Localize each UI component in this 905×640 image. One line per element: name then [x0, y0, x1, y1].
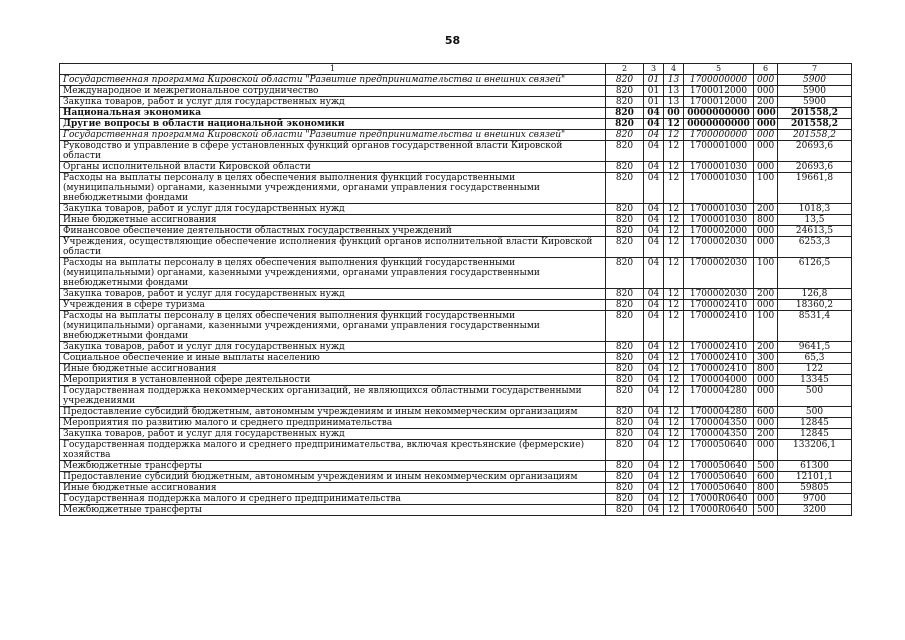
target-article-code: 1700002410 — [684, 364, 754, 375]
row-name: Закупка товаров, работ и услуг для государственных нужд — [60, 204, 606, 215]
table-row — [60, 226, 852, 237]
expense-type-code: 600 — [754, 407, 778, 418]
section-code: 04 — [644, 386, 664, 407]
amount: 9700 — [778, 494, 852, 505]
admin-code: 820 — [606, 386, 644, 407]
subsection-code: 12 — [664, 353, 684, 364]
admin-code: 820 — [606, 141, 644, 162]
admin-code: 820 — [606, 108, 644, 119]
subsection-code: 12 — [664, 141, 684, 162]
admin-code: 820 — [606, 429, 644, 440]
target-article-code: 1700004350 — [684, 429, 754, 440]
admin-code: 820 — [606, 353, 644, 364]
amount: 61300 — [778, 461, 852, 472]
subsection-code: 12 — [664, 226, 684, 237]
target-article-code: 1700001030 — [684, 204, 754, 215]
amount: 126,8 — [778, 289, 852, 300]
expense-type-code: 200 — [754, 289, 778, 300]
target-article-code: 17000R0640 — [684, 494, 754, 505]
subsection-code: 12 — [664, 461, 684, 472]
amount: 8531,4 — [778, 311, 852, 342]
table-row — [60, 494, 852, 505]
admin-code: 820 — [606, 215, 644, 226]
expense-type-code: 500 — [754, 505, 778, 516]
table-row — [60, 353, 852, 364]
amount: 500 — [778, 407, 852, 418]
subsection-code: 12 — [664, 215, 684, 226]
table-row — [60, 364, 852, 375]
target-article-code: 1700002030 — [684, 258, 754, 289]
table-row — [60, 342, 852, 353]
header-cell: 7 — [778, 64, 852, 75]
target-article-code: 1700001030 — [684, 162, 754, 173]
subsection-code: 12 — [664, 386, 684, 407]
row-name: Мероприятия по развитию малого и среднего предпринимательства — [60, 418, 606, 429]
table-row — [60, 311, 852, 342]
admin-code: 820 — [606, 375, 644, 386]
table-row — [60, 300, 852, 311]
target-article-code: 1700001030 — [684, 215, 754, 226]
target-article-code: 1700012000 — [684, 97, 754, 108]
amount: 201558,2 — [778, 130, 852, 141]
target-article-code: 1700004280 — [684, 386, 754, 407]
subsection-code: 12 — [664, 311, 684, 342]
amount: 1018,3 — [778, 204, 852, 215]
amount: 6126,5 — [778, 258, 852, 289]
amount: 3200 — [778, 505, 852, 516]
header-cell: 3 — [644, 64, 664, 75]
expense-type-code: 600 — [754, 472, 778, 483]
expense-type-code: 300 — [754, 353, 778, 364]
expense-type-code: 000 — [754, 226, 778, 237]
row-name: Иные бюджетные ассигнования — [60, 364, 606, 375]
row-name: Международное и межрегиональное сотрудничество — [60, 86, 606, 97]
section-code: 04 — [644, 300, 664, 311]
expense-type-code: 000 — [754, 108, 778, 119]
subsection-code: 12 — [664, 505, 684, 516]
section-code: 04 — [644, 494, 664, 505]
row-name: Социальное обеспечение и иные выплаты населению — [60, 353, 606, 364]
expense-type-code: 000 — [754, 119, 778, 130]
row-name: Государственная программа Кировской области "Развитие предпринимательства и внешних связей" — [60, 75, 606, 86]
table-row — [60, 204, 852, 215]
header-cell: 2 — [606, 64, 644, 75]
row-name: Иные бюджетные ассигнования — [60, 483, 606, 494]
amount: 122 — [778, 364, 852, 375]
table-row — [60, 141, 852, 162]
row-name: Расходы на выплаты персоналу в целях обеспечения выполнения функций государственными (муниципальными) органами, казенными учреждениями, органами управления государственными внебюджетными фондами — [60, 173, 606, 204]
admin-code: 820 — [606, 75, 644, 86]
table-row — [60, 386, 852, 407]
subsection-code: 12 — [664, 342, 684, 353]
amount: 18360,2 — [778, 300, 852, 311]
target-article-code: 1700001030 — [684, 173, 754, 204]
row-name: Межбюджетные трансферты — [60, 505, 606, 516]
target-article-code: 1700050640 — [684, 483, 754, 494]
expense-type-code: 100 — [754, 173, 778, 204]
subsection-code: 12 — [664, 418, 684, 429]
target-article-code: 1700004350 — [684, 418, 754, 429]
table-row — [60, 505, 852, 516]
amount: 12845 — [778, 418, 852, 429]
amount: 201558,2 — [778, 108, 852, 119]
table-row — [60, 289, 852, 300]
header-row — [60, 64, 852, 75]
amount: 5900 — [778, 86, 852, 97]
table-row — [60, 130, 852, 141]
amount: 20693,6 — [778, 162, 852, 173]
expense-type-code: 000 — [754, 386, 778, 407]
subsection-code: 13 — [664, 75, 684, 86]
table-row — [60, 108, 852, 119]
admin-code: 820 — [606, 342, 644, 353]
expense-type-code: 000 — [754, 375, 778, 386]
section-code: 04 — [644, 353, 664, 364]
target-article-code: 1700012000 — [684, 86, 754, 97]
subsection-code: 13 — [664, 86, 684, 97]
table-row — [60, 173, 852, 204]
row-name: Предоставление субсидий бюджетным, автономным учреждениям и иным некоммерческим организациям — [60, 472, 606, 483]
row-name: Национальная экономика — [60, 108, 606, 119]
row-name: Предоставление субсидий бюджетным, автономным учреждениям и иным некоммерческим организациям — [60, 407, 606, 418]
expense-type-code: 000 — [754, 494, 778, 505]
expense-type-code: 800 — [754, 483, 778, 494]
subsection-code: 12 — [664, 375, 684, 386]
row-name: Государственная поддержка малого и среднего предпринимательства, включая крестьянские (фермерские) хозяйства — [60, 440, 606, 461]
subsection-code: 12 — [664, 237, 684, 258]
row-name: Руководство и управление в сфере установленных функций органов государственной власти Кировской области — [60, 141, 606, 162]
row-name: Иные бюджетные ассигнования — [60, 215, 606, 226]
row-name: Расходы на выплаты персоналу в целях обеспечения выполнения функций государственными (муниципальными) органами, казенными учреждениями, органами управления государственными внебюджетными фондами — [60, 258, 606, 289]
section-code: 04 — [644, 375, 664, 386]
amount: 5900 — [778, 97, 852, 108]
amount: 13345 — [778, 375, 852, 386]
row-name: Закупка товаров, работ и услуг для государственных нужд — [60, 289, 606, 300]
amount: 19661,8 — [778, 173, 852, 204]
header-cell: 5 — [684, 64, 754, 75]
page-number: 58 — [444, 34, 461, 47]
expense-type-code: 000 — [754, 130, 778, 141]
section-code: 04 — [644, 215, 664, 226]
budget-table — [59, 63, 852, 516]
section-code: 04 — [644, 311, 664, 342]
expense-type-code: 200 — [754, 97, 778, 108]
expense-type-code: 000 — [754, 440, 778, 461]
table-row — [60, 407, 852, 418]
expense-type-code: 200 — [754, 342, 778, 353]
subsection-code: 12 — [664, 300, 684, 311]
row-name: Государственная поддержка малого и среднего предпринимательства — [60, 494, 606, 505]
section-code: 04 — [644, 472, 664, 483]
expense-type-code: 800 — [754, 215, 778, 226]
amount: 6253,3 — [778, 237, 852, 258]
target-article-code: 1700050640 — [684, 461, 754, 472]
target-article-code: 1700050640 — [684, 440, 754, 461]
subsection-code: 13 — [664, 97, 684, 108]
subsection-code: 12 — [664, 130, 684, 141]
admin-code: 820 — [606, 407, 644, 418]
table-row — [60, 375, 852, 386]
subsection-code: 12 — [664, 429, 684, 440]
expense-type-code: 100 — [754, 311, 778, 342]
target-article-code: 1700002410 — [684, 353, 754, 364]
row-name: Другие вопросы в области национальной экономики — [60, 119, 606, 130]
table-row — [60, 461, 852, 472]
target-article-code: 1700002410 — [684, 311, 754, 342]
amount: 13,5 — [778, 215, 852, 226]
admin-code: 820 — [606, 173, 644, 204]
subsection-code: 12 — [664, 494, 684, 505]
row-name: Закупка товаров, работ и услуг для государственных нужд — [60, 429, 606, 440]
subsection-code: 12 — [664, 472, 684, 483]
amount: 20693,6 — [778, 141, 852, 162]
subsection-code: 12 — [664, 407, 684, 418]
target-article-code: 1700002410 — [684, 342, 754, 353]
section-code: 04 — [644, 162, 664, 173]
amount: 24613,5 — [778, 226, 852, 237]
admin-code: 820 — [606, 204, 644, 215]
table-row — [60, 162, 852, 173]
target-article-code: 1700050640 — [684, 472, 754, 483]
admin-code: 820 — [606, 505, 644, 516]
target-article-code: 1700000000 — [684, 75, 754, 86]
subsection-code: 00 — [664, 108, 684, 119]
row-name: Финансовое обеспечение деятельности областных государственных учреждений — [60, 226, 606, 237]
amount: 59805 — [778, 483, 852, 494]
row-name: Государственная программа Кировской области "Развитие предпринимательства и внешних связей" — [60, 130, 606, 141]
admin-code: 820 — [606, 483, 644, 494]
amount: 65,3 — [778, 353, 852, 364]
subsection-code: 12 — [664, 204, 684, 215]
admin-code: 820 — [606, 461, 644, 472]
expense-type-code: 100 — [754, 258, 778, 289]
admin-code: 820 — [606, 364, 644, 375]
admin-code: 820 — [606, 494, 644, 505]
expense-type-code: 000 — [754, 300, 778, 311]
amount: 5900 — [778, 75, 852, 86]
admin-code: 820 — [606, 258, 644, 289]
admin-code: 820 — [606, 311, 644, 342]
admin-code: 820 — [606, 226, 644, 237]
target-article-code: 1700002030 — [684, 237, 754, 258]
section-code: 04 — [644, 108, 664, 119]
admin-code: 820 — [606, 162, 644, 173]
section-code: 04 — [644, 461, 664, 472]
row-name: Закупка товаров, работ и услуг для государственных нужд — [60, 97, 606, 108]
target-article-code: 1700004280 — [684, 407, 754, 418]
section-code: 04 — [644, 429, 664, 440]
subsection-code: 12 — [664, 258, 684, 289]
section-code: 04 — [644, 173, 664, 204]
row-name: Мероприятия в установленной сфере деятельности — [60, 375, 606, 386]
table-row — [60, 418, 852, 429]
row-name: Закупка товаров, работ и услуг для государственных нужд — [60, 342, 606, 353]
header-cell: 4 — [664, 64, 684, 75]
section-code: 04 — [644, 237, 664, 258]
expense-type-code: 000 — [754, 237, 778, 258]
section-code: 04 — [644, 119, 664, 130]
table-row — [60, 429, 852, 440]
section-code: 04 — [644, 483, 664, 494]
table-row — [60, 215, 852, 226]
admin-code: 820 — [606, 289, 644, 300]
subsection-code: 12 — [664, 119, 684, 130]
amount: 12845 — [778, 429, 852, 440]
target-article-code: 0000000000 — [684, 119, 754, 130]
section-code: 04 — [644, 505, 664, 516]
admin-code: 820 — [606, 440, 644, 461]
section-code: 04 — [644, 342, 664, 353]
section-code: 04 — [644, 204, 664, 215]
expense-type-code: 200 — [754, 204, 778, 215]
section-code: 04 — [644, 141, 664, 162]
section-code: 01 — [644, 86, 664, 97]
section-code: 01 — [644, 97, 664, 108]
row-name: Межбюджетные трансферты — [60, 461, 606, 472]
row-name: Органы исполнительной власти Кировской области — [60, 162, 606, 173]
table-row — [60, 86, 852, 97]
amount: 12101,1 — [778, 472, 852, 483]
table-row — [60, 75, 852, 86]
amount: 133206,1 — [778, 440, 852, 461]
table-row — [60, 483, 852, 494]
target-article-code: 0000000000 — [684, 108, 754, 119]
header-cell: 6 — [754, 64, 778, 75]
subsection-code: 12 — [664, 364, 684, 375]
target-article-code: 1700002410 — [684, 300, 754, 311]
target-article-code: 1700002030 — [684, 289, 754, 300]
admin-code: 820 — [606, 130, 644, 141]
amount: 201558,2 — [778, 119, 852, 130]
section-code: 04 — [644, 130, 664, 141]
admin-code: 820 — [606, 418, 644, 429]
admin-code: 820 — [606, 119, 644, 130]
admin-code: 820 — [606, 97, 644, 108]
table-row — [60, 258, 852, 289]
target-article-code: 1700002000 — [684, 226, 754, 237]
expense-type-code: 800 — [754, 364, 778, 375]
admin-code: 820 — [606, 86, 644, 97]
row-name: Учреждения в сфере туризма — [60, 300, 606, 311]
admin-code: 820 — [606, 472, 644, 483]
section-code: 04 — [644, 440, 664, 461]
section-code: 04 — [644, 258, 664, 289]
target-article-code: 17000R0640 — [684, 505, 754, 516]
amount: 500 — [778, 386, 852, 407]
expense-type-code: 000 — [754, 86, 778, 97]
admin-code: 820 — [606, 237, 644, 258]
expense-type-code: 000 — [754, 418, 778, 429]
section-code: 04 — [644, 364, 664, 375]
row-name: Расходы на выплаты персоналу в целях обеспечения выполнения функций государственными (муниципальными) органами, казенными учреждениями, органами управления государственными внебюджетными фондами — [60, 311, 606, 342]
table-row — [60, 440, 852, 461]
section-code: 04 — [644, 226, 664, 237]
section-code: 01 — [644, 75, 664, 86]
expense-type-code: 000 — [754, 75, 778, 86]
subsection-code: 12 — [664, 440, 684, 461]
section-code: 04 — [644, 289, 664, 300]
subsection-code: 12 — [664, 162, 684, 173]
target-article-code: 1700001000 — [684, 141, 754, 162]
target-article-code: 1700000000 — [684, 130, 754, 141]
expense-type-code: 000 — [754, 162, 778, 173]
subsection-code: 12 — [664, 483, 684, 494]
table-row — [60, 472, 852, 483]
subsection-code: 12 — [664, 289, 684, 300]
subsection-code: 12 — [664, 173, 684, 204]
expense-type-code: 000 — [754, 141, 778, 162]
section-code: 04 — [644, 418, 664, 429]
section-code: 04 — [644, 407, 664, 418]
amount: 9641,5 — [778, 342, 852, 353]
target-article-code: 1700004000 — [684, 375, 754, 386]
table-row — [60, 119, 852, 130]
row-name: Учреждения, осуществляющие обеспечение исполнения функций органов исполнительной власти Кировской области — [60, 237, 606, 258]
table-row — [60, 97, 852, 108]
table-row — [60, 237, 852, 258]
header-cell: 1 — [60, 64, 606, 75]
row-name: Государственная поддержка некоммерческих организаций, не являющихся областными государственными учреждениями — [60, 386, 606, 407]
admin-code: 820 — [606, 300, 644, 311]
expense-type-code: 200 — [754, 429, 778, 440]
expense-type-code: 500 — [754, 461, 778, 472]
